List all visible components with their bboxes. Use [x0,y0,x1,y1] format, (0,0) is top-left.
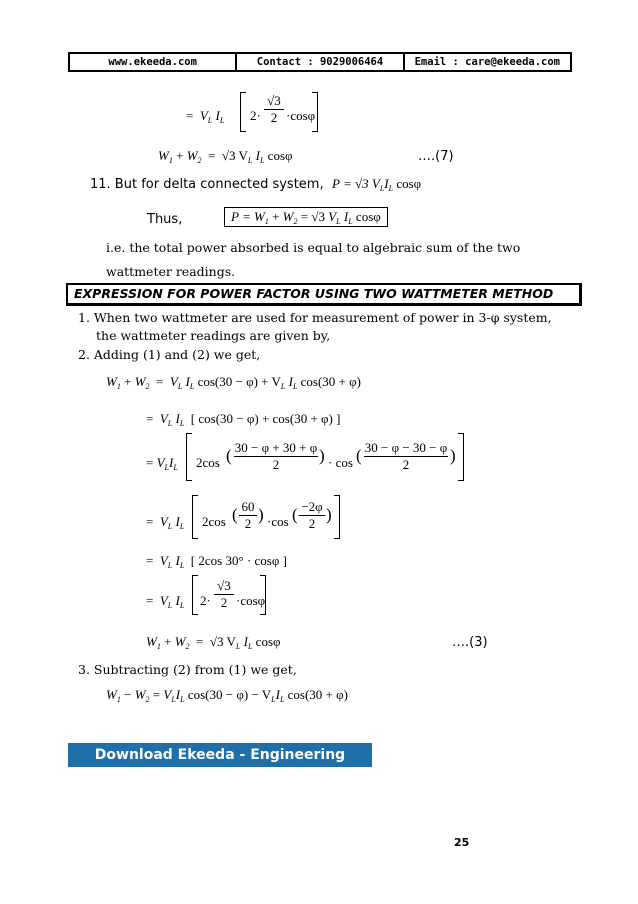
bracket-left [192,575,198,615]
bracket-right [260,575,266,615]
equation-3: $W_1 + W_2 = √3$ $V_L$ $I_L$ cosφ [146,634,281,651]
fraction-diff-over-2: 30 − φ − 30 − φ 2 [364,440,448,472]
derivation-line-6-prefix: = $V_L$ $I_L$ [146,593,185,610]
email-link[interactable]: Email : care@ekeeda.com [403,54,570,70]
paren-open: ( [292,505,298,524]
equation-7: $W_1 + W_2 = √3$ $V_L$ $I_L$ cosφ [158,148,293,165]
derivation-line-3-cos-b: · cos [328,455,353,470]
thus-label: Thus, [147,212,183,227]
header-bar [68,52,572,72]
paren-close: ) [450,446,456,465]
step-1-line-1: 1. When two wattmeter are used for measurement of power in 3-φ system, [78,310,552,325]
bracket-left [192,495,198,539]
website-link[interactable]: www.ekeeda.com [108,56,197,68]
derivation-line-6-two: 2· [200,593,211,608]
delta-power-formula: P = √3 $V_LI_L$ cosφ [332,176,422,193]
contact-info: Contact : 9029006464 [235,54,402,70]
paragraph-line-1: i.e. the total power absorbed is equal to algebraic sum of the two [106,240,521,255]
step-2-text: 2. Adding (1) and (2) we get, [78,347,261,362]
fraction-sum-over-2: 30 − φ + 30 + φ 2 [234,440,318,472]
fraction-root3-over-2: √3 2 [264,94,284,125]
paren-open: ( [232,505,238,524]
paren-open: ( [226,446,232,465]
derivation-line-4-prefix: = $V_L$ $I_L$ [146,514,185,531]
boxed-total-power-formula: $P = W_1 + W_2 = √3$ $V_L$ $I_L$ cosφ [224,207,388,227]
page-number: 25 [454,836,470,849]
derivation-line-6-cos: ·cosφ [236,593,266,608]
bracket-right [334,495,340,539]
equation-3-tag: ….(3) [452,635,488,650]
download-app-button[interactable]: Download Ekeeda - Engineering Learning App [68,743,372,767]
equation-two: 2· [250,108,261,123]
derivation-line-3-cos-a: 2cos [196,455,220,470]
paragraph-line-2: wattmeter readings. [106,264,236,279]
derivation-line-5: = $V_L$ $I_L$ [ 2cos 30° · cosφ ] [146,553,287,570]
equation-vl-il-expansion: = $V_L$ $I_L$ [186,108,225,125]
bracket-right [458,433,464,481]
paren-close: ) [326,505,332,524]
bracket-right [312,92,318,132]
equation-7-tag: ….(7) [418,149,454,164]
derivation-line-4-cos-a: 2cos [202,514,226,529]
equation-cosphi: ·cosφ [286,108,316,123]
subtraction-equation: $W_1 - W_2 = V_LI_L$ $\cos(30 - \varphi) - V_LI_L$ cos(30 + φ) [106,687,348,704]
bracket-left [186,433,192,481]
derivation-line-1: $W_1 + W_2 = V_L$ $I_L$ $\cos(30 - \varphi) + V_L$ $I_L$ cos(30 + φ) [106,374,361,391]
step-1-line-2: the wattmeter readings are given by, [96,328,331,343]
fraction-root3-over-2: √3 2 [214,579,234,610]
fraction-60-over-2: 60 2 [239,500,257,531]
bracket-left [240,92,246,132]
derivation-line-3-prefix: = $V_LI_L$ [146,455,178,472]
paren-close: ) [319,446,325,465]
paren-open: ( [356,446,362,465]
item-11-text: 11. But for delta connected system, [90,177,324,192]
derivation-line-2: = $V_L$ $I_L$ [ cos(30 − φ) + cos(30 + φ) ] [146,411,341,428]
fraction-neg2phi-over-2: −2φ 2 [299,500,325,531]
section-title: EXPRESSION FOR POWER FACTOR USING TWO WATTMETER METHOD [66,283,582,306]
paren-close: ) [258,505,264,524]
derivation-line-4-cos-b: ·cos [267,514,289,529]
step-3-text: 3. Subtracting (2) from (1) we get, [78,662,297,677]
